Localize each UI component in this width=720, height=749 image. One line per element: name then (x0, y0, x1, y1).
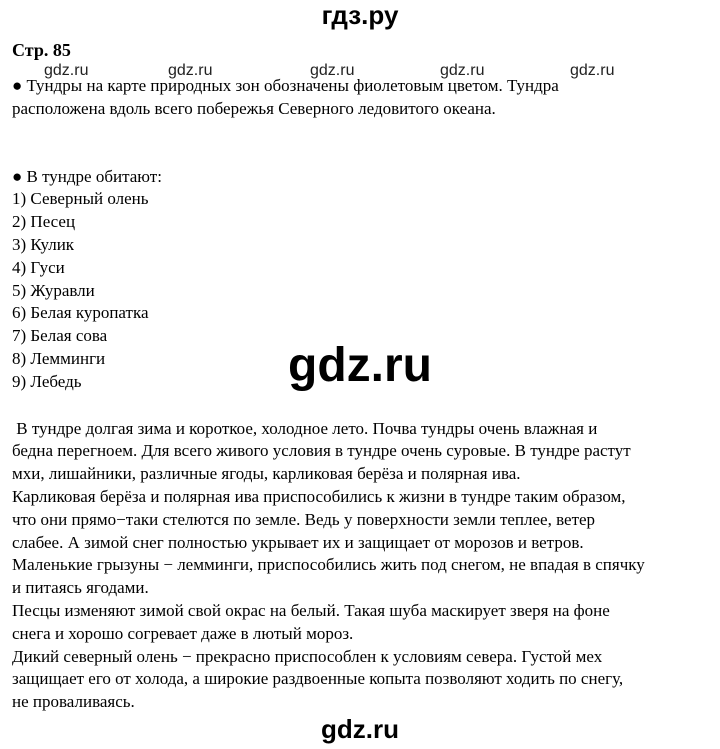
list-item: 4) Гуси (12, 257, 65, 277)
watermark-small: gdz.ru (440, 62, 485, 79)
body-line: бедна перегноем. Для всего живого условия в тундре очень суровые. В тундре растут (12, 441, 631, 461)
body-line: что они прямо−таки стелются по земле. Ведь у поверхности земли теплее, ветер (12, 509, 596, 529)
body-line: Песцы изменяют зимой свой окрас на белый. Такая шуба маскирует зверя на фоне (12, 600, 610, 620)
list-item: 9) Лебедь (12, 371, 82, 391)
body-line: снега и хорошо согревает даже в лютый мороз. (12, 623, 354, 643)
watermark-small: gdz.ru (168, 62, 213, 79)
body-line: Дикий северный олень − прекрасно приспособлен к условиям севера. Густой мех (12, 646, 603, 666)
list-item: 2) Песец (12, 212, 76, 232)
watermark-center: gdz.ru (288, 339, 432, 392)
site-header-title: гдз.ру (321, 0, 399, 30)
answer-content (12, 75, 712, 714)
list-item: 7) Белая сова (12, 326, 108, 346)
list-item: 3) Кулик (12, 234, 75, 254)
footer-watermark: gdz.ru (321, 714, 399, 744)
watermark-small: gdz.ru (310, 62, 355, 79)
intro-line: ● Тундры на карте природных зон обозначены фиолетовым цветом. Тундра (12, 76, 559, 95)
intro-line: расположена вдоль всего побережья Северного ледовитого океана. (12, 98, 496, 118)
list-item: 5) Журавли (12, 280, 95, 300)
body-line: В тундре долгая зима и короткое, холодное лето. Почва тундры очень влажная и (12, 418, 598, 438)
body-line: и питаясь ягодами. (12, 578, 149, 598)
animals-heading: ● В тундре обитают: (12, 166, 162, 186)
page-number: Стр. 85 (12, 40, 71, 60)
body-line: защищает его от холода, а широкие раздвоенные копыта позволяют ходить по снегу, (12, 669, 624, 689)
body-line: мхи, лишайники, различные ягоды, карликовая берёза и полярная ива. (12, 464, 521, 484)
body-line: не проваливаясь. (12, 692, 135, 712)
body-line: Маленькие грызуны − лемминги, приспособились жить под снегом, не впадая в спячку (12, 555, 645, 575)
watermark-small: gdz.ru (570, 62, 615, 79)
list-item: 8) Лемминги (12, 348, 106, 368)
watermark-small: gdz.ru (44, 62, 89, 79)
list-item: 1) Северный олень (12, 189, 149, 209)
body-line: Карликовая берёза и полярная ива приспособились к жизни в тундре таким образом, (12, 486, 626, 506)
body-line: слабее. А зимой снег полностью укрывает их и защищает от морозов и ветров. (12, 532, 584, 552)
list-item: 6) Белая куропатка (12, 303, 149, 323)
